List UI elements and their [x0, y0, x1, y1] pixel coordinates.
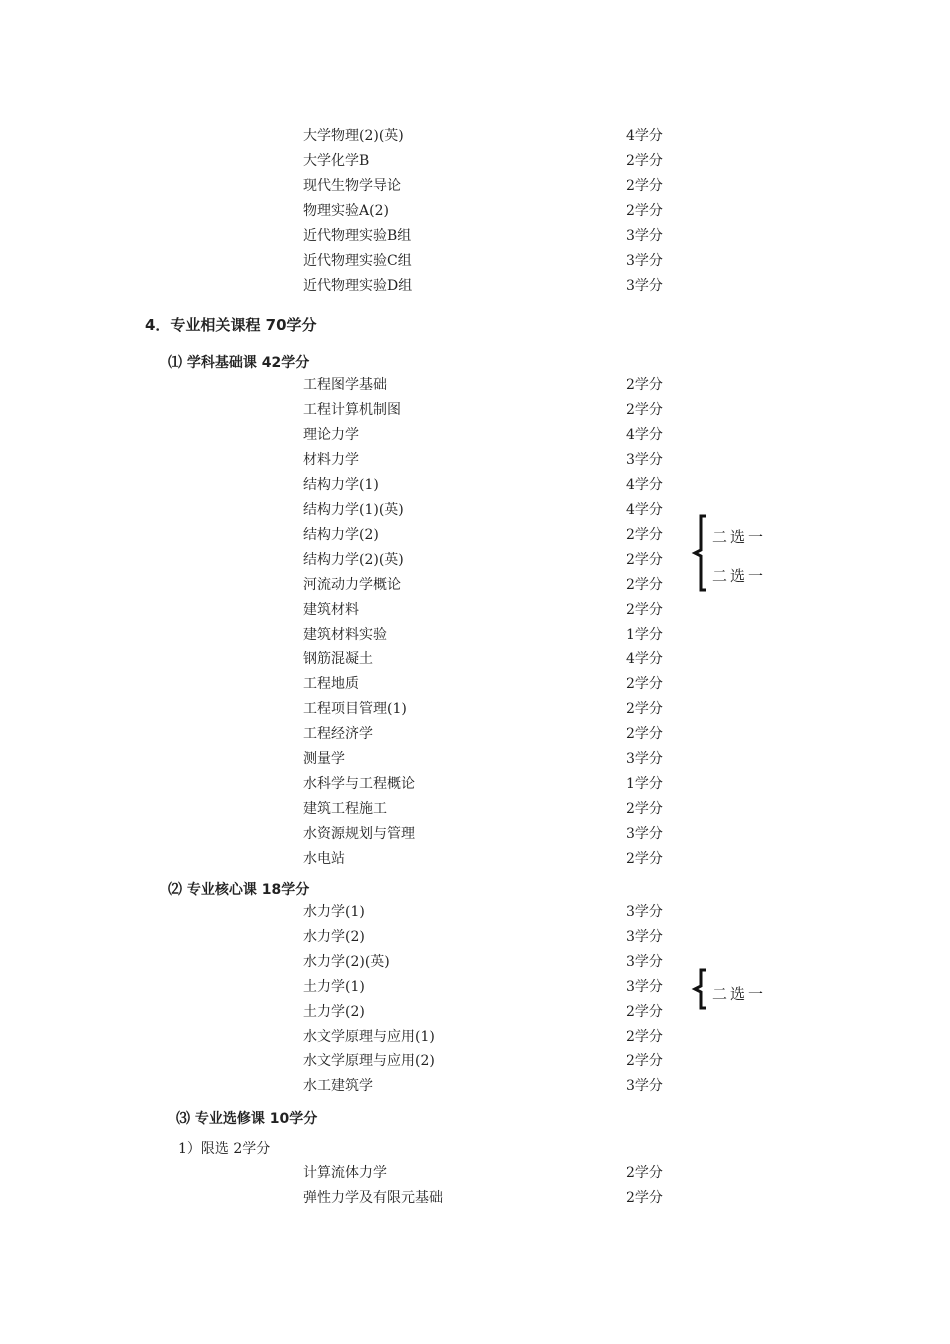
course-credit: 3学分: [626, 1078, 663, 1095]
course-name: 工程经济学: [303, 726, 373, 743]
course-name: 水力学(2): [303, 928, 365, 945]
course-name: 土力学(1): [303, 978, 365, 995]
course-name: 结构力学(2)(英): [303, 551, 404, 568]
course-credit: 3学分: [626, 278, 663, 294]
course-credit: 4学分: [626, 426, 663, 443]
course-credit: 2学分: [626, 526, 663, 543]
course-name: 水文学原理与应用(1): [303, 1028, 435, 1045]
course-name: 材料力学: [303, 451, 359, 468]
course-name: 水资源规划与管理: [303, 826, 415, 843]
course-credit: 2学分: [626, 551, 663, 568]
course-name: 水文学原理与应用(2): [303, 1053, 435, 1070]
course-name: 水力学(1): [303, 904, 365, 920]
course-name: 大学化学B: [303, 153, 370, 169]
course-name: 钢筋混凝土: [303, 651, 373, 668]
course-name: 水电站: [303, 851, 345, 868]
course-credit: 4学分: [626, 651, 663, 668]
course-name: 结构力学(1)(英): [303, 501, 404, 518]
course-name: 工程计算机制图: [303, 401, 401, 418]
course-credit: 4学分: [626, 476, 663, 493]
course-name: 水科学与工程概论: [303, 776, 415, 793]
course-credit: 2学分: [626, 178, 663, 194]
course-name: 工程项目管理(1): [303, 701, 407, 718]
course-credit: 2学分: [626, 701, 663, 718]
course-credit: 2学分: [626, 801, 663, 818]
course-name: 土力学(2): [303, 1003, 365, 1020]
course-credit: 2学分: [626, 726, 663, 743]
course-name: 结构力学(2): [303, 526, 379, 543]
course-credit: 2学分: [626, 576, 663, 593]
course-credit: 2学分: [626, 676, 663, 693]
course-credit: 3学分: [626, 253, 663, 269]
course-name: 近代物理实验C组: [303, 253, 412, 269]
choice-label-3: 二选一: [712, 985, 767, 1003]
course-credit: 3学分: [626, 751, 663, 768]
subsection-heading-2: ⑵ 专业核心课 18学分: [168, 882, 310, 898]
course-name: 近代物理实验B组: [303, 228, 412, 244]
course-credit: 3学分: [626, 978, 663, 995]
choice-label-1: 二选一: [712, 528, 767, 546]
course-credit: 2学分: [626, 1190, 663, 1206]
course-credit: 2学分: [626, 1053, 663, 1070]
subsection-heading-1: ⑴ 学科基础课 42学分: [168, 355, 310, 371]
course-name: 水力学(2)(英): [303, 953, 390, 970]
course-name: 物理实验A(2): [303, 203, 389, 219]
course-credit: 4学分: [626, 501, 663, 518]
choice-brace-1: [694, 514, 714, 592]
course-credit: 3学分: [626, 826, 663, 843]
course-credit: 3学分: [626, 928, 663, 945]
course-credit: 2学分: [626, 601, 663, 618]
course-credit: 2学分: [626, 1003, 663, 1020]
section-heading-4: 4．专业相关课程 70学分: [145, 316, 317, 334]
course-name: 现代生物学导论: [303, 178, 401, 194]
course-name: 工程图学基础: [303, 377, 387, 393]
course-credit: 1学分: [626, 776, 663, 793]
course-credit: 1学分: [626, 626, 663, 643]
course-credit: 3学分: [626, 451, 663, 468]
course-credit: 2学分: [626, 401, 663, 418]
subsection-heading-3: ⑶ 专业选修课 10学分: [176, 1111, 318, 1127]
course-credit: 4学分: [626, 128, 663, 144]
course-credit: 3学分: [626, 953, 663, 970]
limited-elective-heading: 1）限选 2学分: [178, 1141, 271, 1157]
course-credit: 2学分: [626, 1165, 663, 1181]
course-name: 河流动力学概论: [303, 576, 401, 593]
course-credit: 2学分: [626, 203, 663, 219]
course-name: 建筑工程施工: [303, 801, 387, 818]
choice-brace-2: [694, 968, 714, 1010]
course-name: 建筑材料实验: [303, 626, 387, 643]
course-credit: 3学分: [626, 904, 663, 920]
course-name: 建筑材料: [303, 601, 359, 618]
course-credit: 2学分: [626, 1028, 663, 1045]
course-name: 理论力学: [303, 426, 359, 443]
course-credit: 2学分: [626, 377, 663, 393]
course-name: 近代物理实验D组: [303, 278, 413, 294]
course-name: 大学物理(2)(英): [303, 128, 404, 144]
choice-label-2: 二选一: [712, 567, 767, 585]
course-name: 测量学: [303, 751, 345, 768]
course-credit: 3学分: [626, 228, 663, 244]
course-name: 计算流体力学: [303, 1165, 387, 1181]
course-credit: 2学分: [626, 153, 663, 169]
course-name: 水工建筑学: [303, 1078, 373, 1095]
course-name: 结构力学(1): [303, 476, 379, 493]
course-name: 工程地质: [303, 676, 359, 693]
course-name: 弹性力学及有限元基础: [303, 1190, 443, 1206]
course-credit: 2学分: [626, 851, 663, 868]
